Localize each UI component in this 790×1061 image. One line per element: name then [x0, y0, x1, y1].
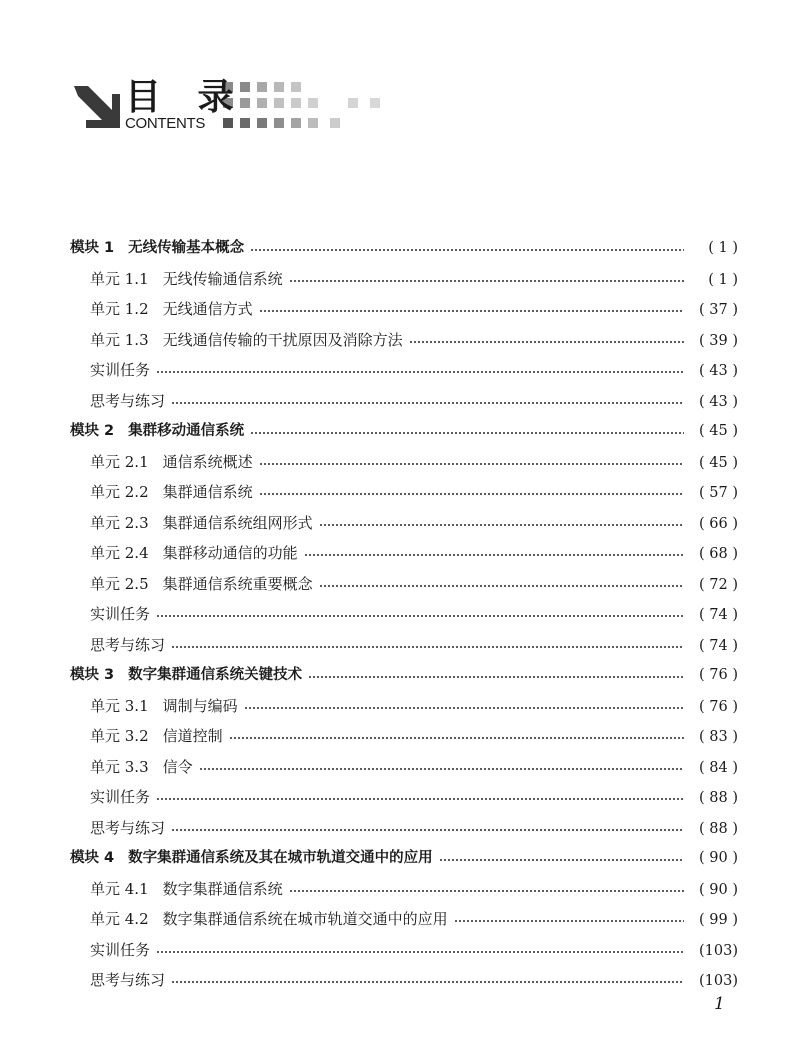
- dot-leader: [304, 554, 684, 556]
- toc-entry-number: 单元 2.2: [90, 483, 149, 501]
- toc-unit-row: [70, 630, 738, 661]
- toc-entry-title: 思考与练习: [90, 818, 166, 837]
- toc-unit-row: [70, 935, 738, 966]
- toc-entry-title: 实训任务: [90, 940, 151, 959]
- dot-leader: [259, 310, 684, 312]
- toc-module-row: [70, 416, 738, 447]
- dot-leader: [454, 920, 684, 922]
- toc-entry-page: ( 1 ): [708, 240, 738, 256]
- toc-entry-title: 思考与练习: [90, 635, 166, 654]
- toc-entry-page: ( 37 ): [699, 302, 738, 318]
- toc-entry-title: 集群通信系统重要概念: [162, 574, 313, 593]
- toc-entry-title: 信道控制: [162, 727, 223, 745]
- toc-unit-row: [70, 599, 738, 630]
- contents-header: [70, 78, 400, 138]
- toc-entry-page: ( 68 ): [699, 546, 738, 562]
- dot-leader: [259, 493, 684, 495]
- toc-entry-page: ( 76 ): [699, 667, 738, 683]
- page-title: 目 录: [125, 77, 246, 118]
- toc-unit-row: [70, 691, 738, 722]
- toc-unit-row: [70, 874, 738, 905]
- toc-unit-row: [70, 752, 738, 783]
- toc-entry-title: 数字集群通信系统关键技术: [128, 667, 303, 683]
- toc-entry-title: 无线通信传输的干扰原因及消除方法: [162, 330, 403, 349]
- toc-entry-title: 思考与练习: [90, 971, 166, 989]
- toc-entry-title: 集群通信系统组网形式: [162, 513, 313, 532]
- toc-entry-title: 通信系统概述: [162, 452, 253, 471]
- dot-leader: [308, 676, 684, 678]
- toc-entry-page: ( 43 ): [699, 393, 738, 410]
- toc-entry-number: 单元 3.3: [90, 757, 149, 776]
- toc-entry-number: 单元 3.1: [90, 696, 149, 715]
- dot-leader: [171, 981, 684, 983]
- toc-entry-page: ( 43 ): [699, 363, 738, 379]
- page-subtitle: CONTENTS: [125, 115, 206, 132]
- toc-module-row: [70, 660, 738, 691]
- toc-module-row: [70, 843, 738, 874]
- toc-entry-page: ( 83 ): [699, 729, 738, 745]
- toc-entry-page: ( 74 ): [699, 607, 738, 623]
- toc-entry-page: ( 99 ): [699, 912, 738, 928]
- toc-entry-title: 数字集群通信系统在城市轨道交通中的应用: [162, 910, 448, 928]
- dot-leader: [229, 737, 684, 739]
- toc-unit-row: [70, 447, 738, 478]
- toc-entry-page: ( 45 ): [699, 454, 738, 471]
- dot-leader: [289, 280, 684, 282]
- toc-entry-title: 实训任务: [90, 605, 151, 623]
- toc-entry-title: 集群移动通信系统: [128, 423, 245, 439]
- toc-entry-title: 数字集群通信系统: [162, 879, 283, 898]
- toc-entry-page: ( 45 ): [699, 423, 738, 439]
- dot-leader: [244, 707, 684, 709]
- toc-entry-title: 集群移动通信的功能: [162, 544, 298, 562]
- toc-entry-number: 模块 4: [70, 850, 115, 866]
- toc-entry-page: ( 88 ): [699, 790, 738, 806]
- toc-entry-number: 单元 2.1: [90, 452, 149, 471]
- dot-leader: [171, 829, 684, 831]
- toc-entry-page: ( 1 ): [708, 271, 738, 288]
- toc-unit-row: [70, 477, 738, 508]
- arrow-icon: [70, 82, 120, 130]
- toc-entry-title: 思考与练习: [90, 391, 166, 410]
- dot-leader: [156, 615, 684, 617]
- toc-unit-row: [70, 325, 738, 356]
- dot-leader: [259, 463, 684, 465]
- toc-entry-page: ( 57 ): [699, 485, 738, 501]
- page-number: 1: [714, 994, 725, 1014]
- toc-entry-title: 信令: [162, 757, 193, 776]
- toc-entry-page: ( 90 ): [699, 881, 738, 898]
- toc-unit-row: [70, 721, 738, 752]
- toc-entry-number: 单元 2.3: [90, 513, 149, 532]
- toc-entry-page: ( 90 ): [699, 850, 738, 866]
- dot-leader: [409, 341, 684, 343]
- toc-entry-number: 单元 4.2: [90, 910, 149, 928]
- toc-entry-page: ( 39 ): [699, 332, 738, 349]
- toc-entry-number: 模块 3: [70, 667, 115, 683]
- dot-leader: [250, 249, 684, 251]
- toc-entry-title: 无线传输通信系统: [162, 269, 283, 288]
- toc-entry-page: (103): [699, 973, 738, 989]
- toc-entry-number: 单元 1.3: [90, 330, 149, 349]
- toc-entry-number: 单元 1.1: [90, 269, 149, 288]
- toc-entry-title: 无线通信方式: [162, 300, 253, 318]
- dot-leader: [439, 859, 684, 861]
- toc-unit-row: [70, 782, 738, 813]
- toc-module-row: [70, 233, 738, 264]
- toc-entry-page: ( 74 ): [699, 637, 738, 654]
- toc-entry-page: ( 84 ): [699, 759, 738, 776]
- toc-entry-page: (103): [699, 942, 738, 959]
- table-of-contents: [70, 233, 738, 996]
- toc-entry-title: 实训任务: [90, 361, 151, 379]
- toc-entry-number: 模块 2: [70, 423, 115, 439]
- toc-unit-row: [70, 813, 738, 844]
- dot-leader: [171, 402, 684, 404]
- toc-unit-row: [70, 355, 738, 386]
- toc-unit-row: [70, 508, 738, 539]
- dot-leader: [289, 890, 684, 892]
- dot-leader: [319, 524, 684, 526]
- dot-leader: [250, 432, 684, 434]
- toc-entry-number: 单元 3.2: [90, 727, 149, 745]
- dot-leader: [156, 371, 684, 373]
- toc-entry-title: 集群通信系统: [162, 483, 253, 501]
- toc-unit-row: [70, 264, 738, 295]
- toc-entry-page: ( 76 ): [699, 698, 738, 715]
- toc-entry-number: 单元 1.2: [90, 300, 149, 318]
- toc-entry-number: 单元 2.5: [90, 574, 149, 593]
- toc-entry-number: 单元 4.1: [90, 879, 149, 898]
- toc-unit-row: [70, 538, 738, 569]
- toc-unit-row: [70, 386, 738, 417]
- toc-entry-title: 无线传输基本概念: [128, 240, 245, 256]
- toc-unit-row: [70, 294, 738, 325]
- decorative-squares: [223, 82, 380, 128]
- toc-entry-title: 数字集群通信系统及其在城市轨道交通中的应用: [128, 850, 433, 866]
- toc-unit-row: [70, 965, 738, 996]
- toc-entry-page: ( 72 ): [699, 576, 738, 593]
- dot-leader: [319, 585, 684, 587]
- toc-unit-row: [70, 904, 738, 935]
- dot-leader: [199, 768, 684, 770]
- toc-entry-page: ( 66 ): [699, 515, 738, 532]
- toc-entry-number: 单元 2.4: [90, 544, 149, 562]
- toc-entry-page: ( 88 ): [699, 820, 738, 837]
- toc-entry-title: 调制与编码: [162, 696, 238, 715]
- dot-leader: [156, 951, 684, 953]
- dot-leader: [171, 646, 684, 648]
- toc-entry-title: 实训任务: [90, 788, 151, 806]
- toc-unit-row: [70, 569, 738, 600]
- toc-entry-number: 模块 1: [70, 240, 115, 256]
- dot-leader: [156, 798, 684, 800]
